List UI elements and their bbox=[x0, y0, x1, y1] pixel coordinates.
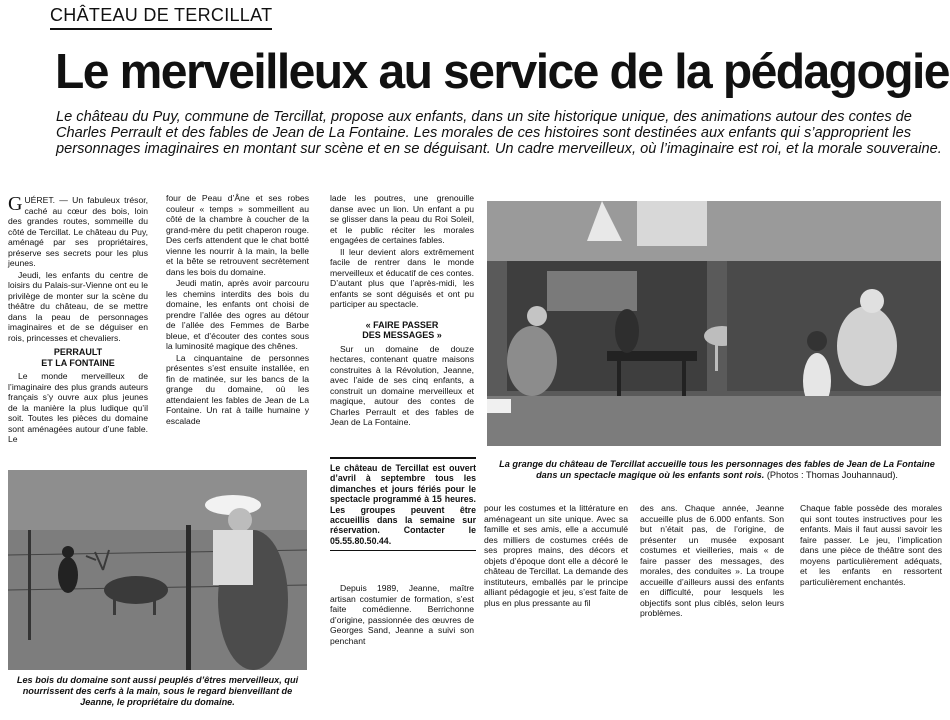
col5-paragraph-1: des ans. Chaque année, Jeanne accueille plus de 6.000 enfants. Son but n’était pas, de l’origine, de présenter un musée exposant costumes et vieilleries, mais « de faire passer des messages, des morales, des conduites ». La troupe accueille d’ailleurs aussi des enfants en difficulté, pour lesquels les objectifs sont plus ciblés, selon leurs problèmes. bbox=[640, 503, 784, 618]
section-kicker: CHÂTEAU DE TERCILLAT bbox=[50, 5, 272, 30]
lead-paragraph: Le château du Puy, commune de Tercillat, propose aux enfants, dans un site historique unique, des animations autour des contes de Charles Perrault et des fables de Jean de La Fontaine. Les morales de ces histoires sont destinées aux enfants qui s’approprient les personnages imaginaires en montant sur scène et en se déguisant. Un cadre merveilleux, où l’imaginaire est roi, et la morale souveraine. bbox=[56, 109, 942, 158]
col4-paragraph-1: pour les costumes et la littérature en aménageant un site unique. Avec sa famille et ses amis, elle a accumulé des milliers de costumes créés de ses propres mains, des décors et objets d’époque dont elle a décoré le château de Tercillat. La demande des instituteurs, emballés par le principe alliant pédagogie et jeu, s’est faite de plus en plus pressante au fil bbox=[484, 503, 628, 608]
article-column-2 bbox=[166, 193, 309, 463]
col3-paragraph-1: lade les poutres, une grenouille danse avec un lion. Un enfant a pu se glisser dans la peau du Roi Soleil, et le public réciter les morales engagées de certaines fables. bbox=[330, 193, 474, 245]
barn-photo-illustration bbox=[487, 201, 941, 446]
article-column-3 bbox=[330, 193, 474, 443]
col1-paragraph-3: Le monde merveilleux de l’imaginaire des plus grands auteurs français s’y ouvre aux plus jeunes de la manière la plus ludique qu’il soit. Toutes les pièces du domaine sont aménagées autour d’une fable. Le bbox=[8, 371, 148, 444]
col3-paragraph-2: Il leur devient alors extrêmement facile de rentrer dans le monde merveilleux et éducatif de ces contes. D’autant plus que l’après-midi, les enfants se sont déguisés et ont pu participer au spectacle. bbox=[330, 246, 474, 309]
col3b-paragraph-1: Depuis 1989, Jeanne, maître artisan costumier de formation, s’est faite comédienne. Berrichonne d’origine, passionnée des œuvres de Georges Sand, Jeanne a suivi son penchant bbox=[330, 583, 474, 646]
col1-paragraph-2: Jeudi, les enfants du centre de loisirs du Palais-sur-Vienne ont eu le privilège de monter sur la scène du théâtre du château, de se mettre dans la peau de personnages imaginaires et de se déguiser en rois, princesses et chevaliers. bbox=[8, 269, 148, 343]
col2-paragraph-2: Jeudi matin, après avoir parcouru les chemins interdits des bois du domaine, les enfants ont choisi de prendre l’allée des ogres au détour de l’allée des Femmes de Barbe bleue, et d’écouter des contes sous la luminosité magique des chênes. bbox=[166, 278, 309, 351]
drop-cap: G bbox=[8, 193, 23, 215]
woods-photo bbox=[8, 470, 307, 670]
subheading-perrault: PERRAULT ET LA FONTAINE bbox=[41, 347, 115, 368]
photo-credit: (Photos : Thomas Jouhannaud). bbox=[766, 470, 898, 480]
col3-paragraph-3: Sur un domaine de douze hectares, contenant quatre maisons construites à la Révolution, Jeanne, avec l’aide de ses cinq enfants, a construit un domaine merveilleux et magique, autour des contes de Charles Perrault et des fables de Jean de La Fontaine. bbox=[330, 343, 474, 427]
barn-photo-caption: La grange du château de Tercillat accueille tous les personnages des fables de Jean de La Fontaine dans un spectacle magique où les enfants sont rois. (Photos : Thomas Jouhannaud). bbox=[499, 459, 935, 480]
col1-paragraph-1: UÉRET. — Un fabuleux trésor, caché au cœur des bois, loin des grandes routes, sommeille du côté de Tercillat. Le château du Puy, aménagé par ses propriétaires, préserve ses secrets pour les plus jeunes. bbox=[8, 195, 148, 268]
headline: Le merveilleux au service de la pédagogie bbox=[55, 45, 949, 99]
woods-photo-caption: Les bois du domaine sont aussi peuplés d’êtres merveilleux, qui nourrissent des cerfs à la main, sous le regard bienveillant de Jeanne, le propriétaire du domaine. bbox=[16, 675, 299, 707]
woods-photo-illustration bbox=[8, 470, 307, 670]
article-column-1 bbox=[8, 195, 148, 463]
barn-photo bbox=[487, 201, 941, 446]
info-box: Le château de Tercillat est ouvert d’avril à septembre tous les dimanches et jours fériés pour le spectacle programmé à 15 heures. Les groupes peuvent être accueillis dans la semaine sur réservation. Contacter le 05.55.80.50.44. bbox=[330, 457, 476, 551]
col2-paragraph-1: four de Peau d’Âne et ses robes couleur « temps » sommeillent au côté de la chambre à coucher de la grand-mère du petit chaperon rouge. Des cerfs attendent que le chat botté vienne les nourrir à la main, la belle et la bête se retrouvent secrètement dans les bois du domaine. bbox=[166, 193, 309, 277]
article-column-4 bbox=[484, 503, 628, 633]
article-column-3-bottom bbox=[330, 583, 474, 663]
article-column-5 bbox=[640, 503, 784, 633]
article-column-6 bbox=[800, 503, 942, 613]
col6-paragraph-1: Chaque fable possède des morales qui sont toutes instructives pour les enfants. Mais il faut aussi savoir les faire passer. Le jeu, l’implication dans une pièce de théâtre sont des moyens particulièrement adéquats, et les enfants en ressortent particulièrement enchantés. bbox=[800, 503, 942, 587]
col2-paragraph-3: La cinquantaine de personnes présentes s’est ensuite installée, en fin de matinée, sur les bancs de la grange du domaine, où les attendaient les fables de Jean de La Fontaine. Un rat à taille humaine y escalade bbox=[166, 352, 309, 426]
subheading-messages: « FAIRE PASSER DES MESSAGES » bbox=[362, 319, 442, 340]
